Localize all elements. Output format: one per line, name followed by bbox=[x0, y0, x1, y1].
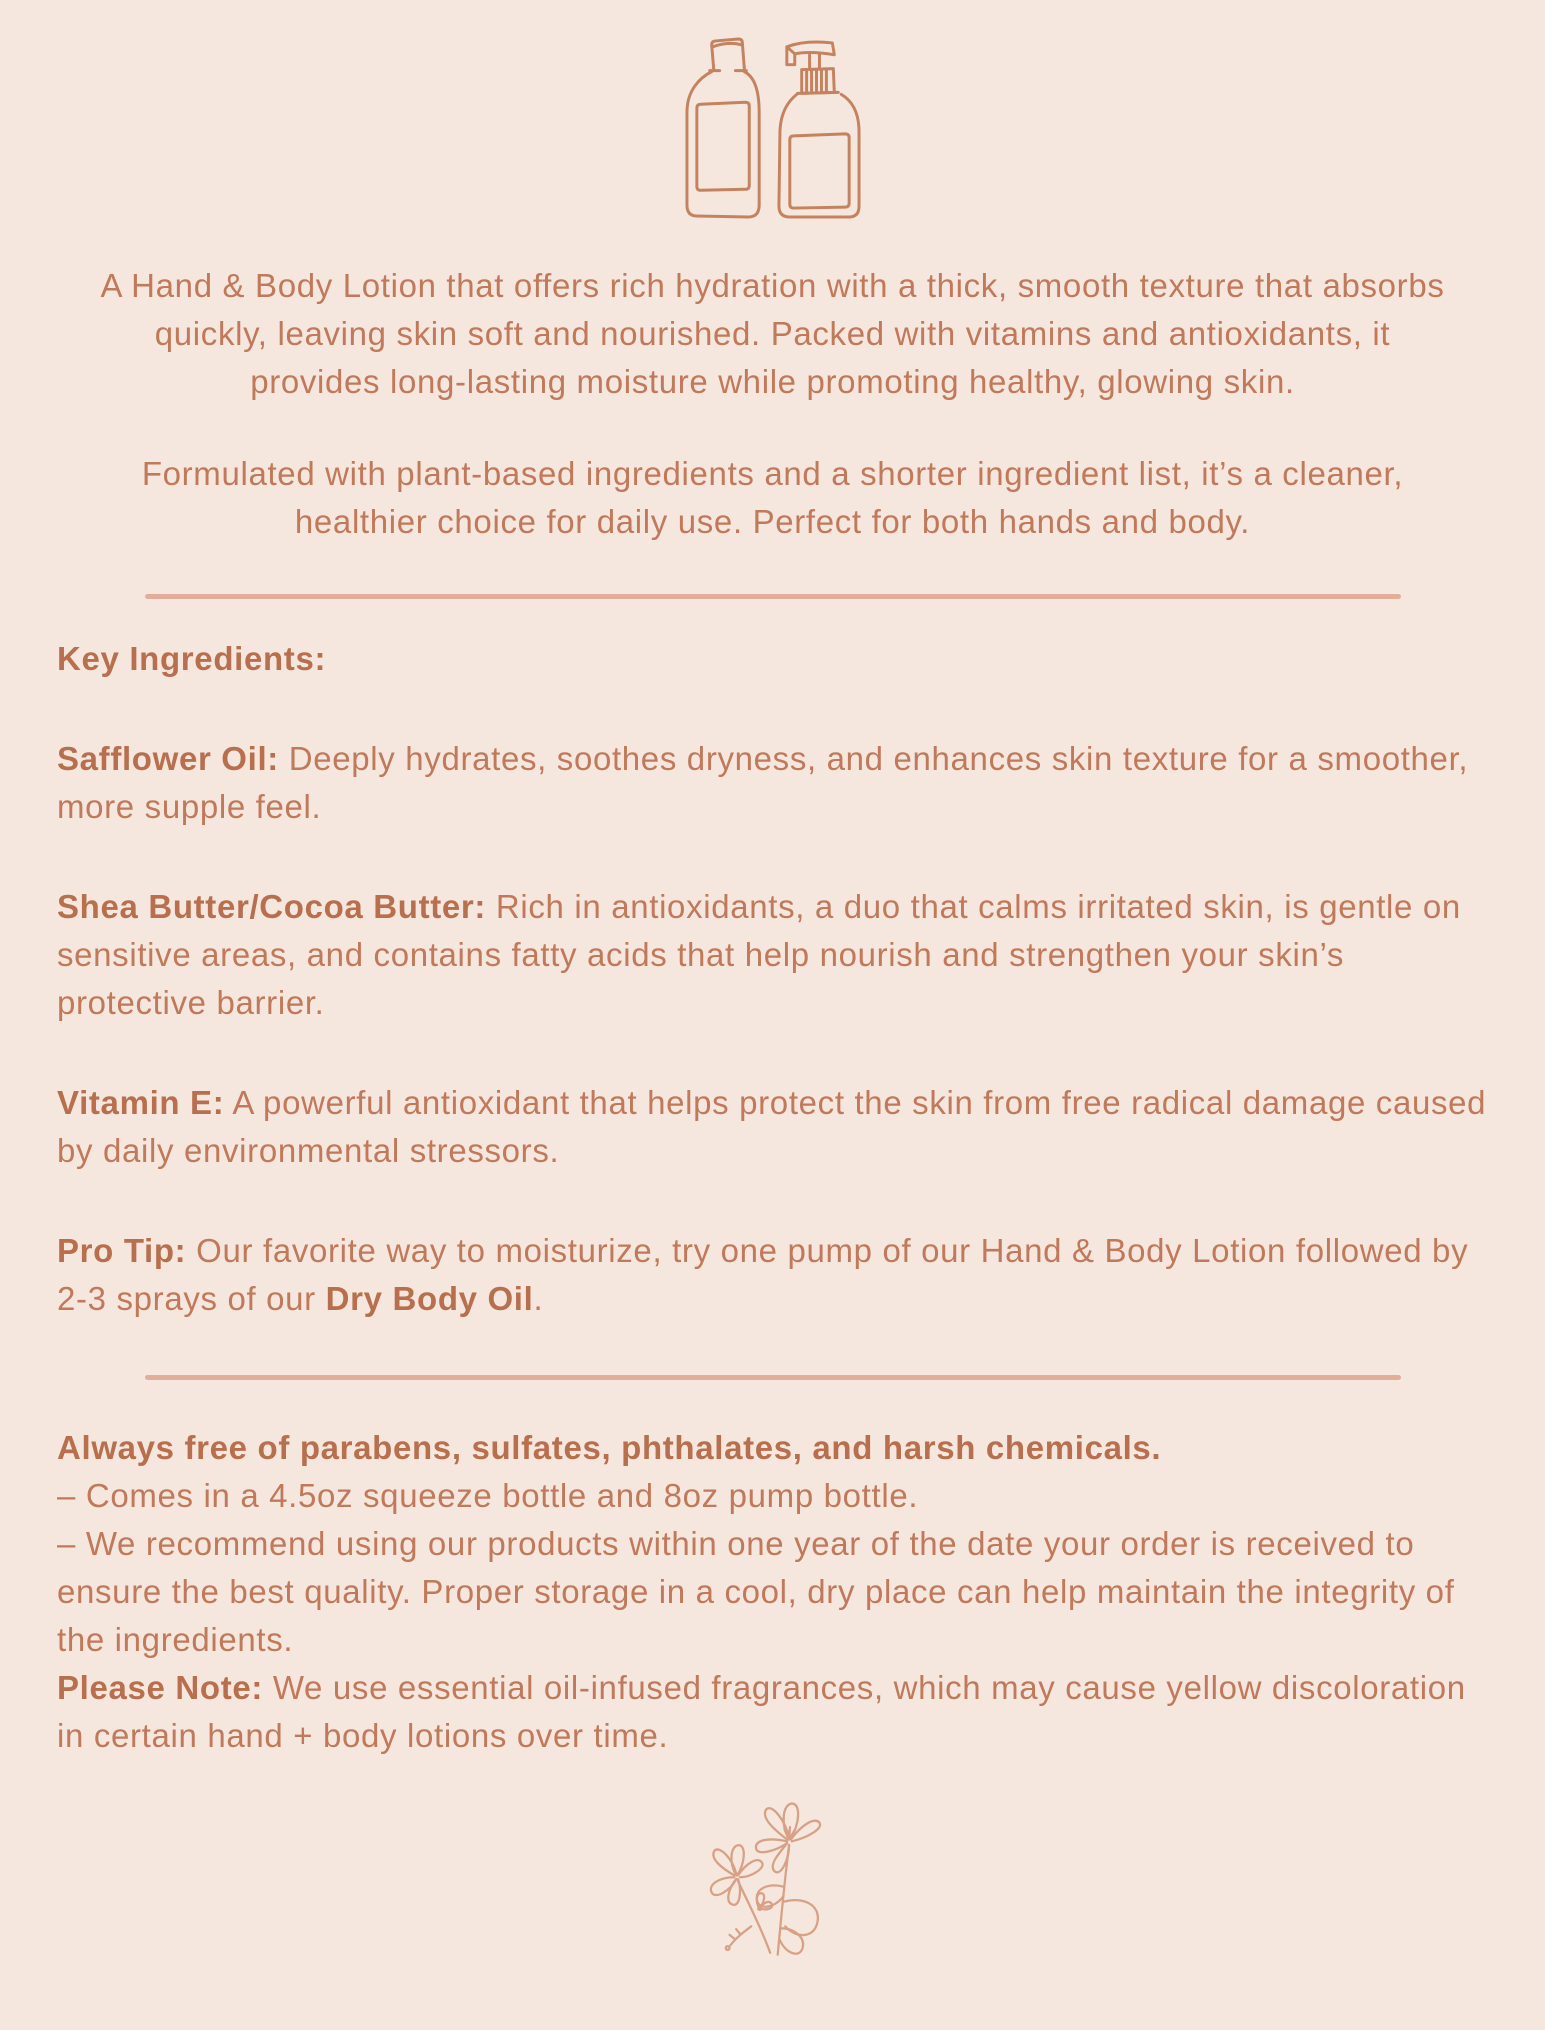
product-notes bbox=[57, 1424, 1488, 1760]
ingredient-label: Vitamin E: bbox=[57, 1084, 225, 1121]
note-text: – Comes in a 4.5oz squeeze bottle and 8oz pump bottle. bbox=[57, 1477, 919, 1514]
pro-tip-text: Our favorite way to moisturize, try one pump of our Hand & Body Lotion followed by 2-3 sprays of our bbox=[57, 1232, 1469, 1317]
ingredient-item-safflower-oil bbox=[57, 735, 1488, 831]
intro-paragraph-2: Formulated with plant-based ingredients and a shorter ingredient list, it’s a cleaner, healthier choice for daily use. Perfect for both hands and body. bbox=[141, 455, 1404, 540]
section-divider-bottom bbox=[145, 1375, 1401, 1380]
note-line-always-free bbox=[57, 1424, 1488, 1472]
ingredient-text: Rich in antioxidants, a duo that calms irritated skin, is gentle on sensitive areas, and contains fatty acids that help nourish and strengthen your skin’s protective barrier. bbox=[57, 888, 1461, 1021]
ingredient-text: A powerful antioxidant that helps protect the skin from free radical damage caused by daily environmental stressors. bbox=[57, 1084, 1487, 1169]
pro-tip-item bbox=[57, 1227, 1488, 1323]
section-divider-top bbox=[145, 594, 1401, 599]
note-text: – We recommend using our products within one year of the date your order is received to ensure the best quality. Proper storage in a cool, dry place can help maintain the integrity of the ingredients. bbox=[57, 1525, 1455, 1658]
ingredient-text: Deeply hydrates, soothes dryness, and enhances skin texture for a smoother, more supple feel. bbox=[57, 740, 1469, 825]
note-line-bottle-sizes bbox=[57, 1472, 1488, 1520]
note-line-recommendation bbox=[57, 1520, 1488, 1664]
note-line-please-note bbox=[57, 1664, 1488, 1760]
dry-body-oil-bold-text: Dry Body Oil bbox=[325, 1280, 534, 1317]
note-text: We use essential oil-infused fragrances, which may cause yellow discoloration in certain hand + body lotions over time. bbox=[57, 1669, 1466, 1754]
ingredient-item-shea-cocoa-butter bbox=[57, 883, 1488, 1027]
ingredient-label: Shea Butter/Cocoa Butter: bbox=[57, 888, 487, 925]
product-description-page bbox=[0, 30, 1545, 2030]
key-ingredients-heading: Key Ingredients: bbox=[57, 640, 327, 677]
ingredient-label: Safflower Oil: bbox=[57, 740, 279, 777]
pro-tip-tail: . bbox=[533, 1280, 544, 1317]
note-bold: Always free of parabens, sulfates, phthalates, and harsh chemicals. bbox=[57, 1429, 1162, 1466]
note-bold: Please Note: bbox=[57, 1669, 264, 1706]
pro-tip-label: Pro Tip: bbox=[57, 1232, 187, 1269]
wildflower-sprigs-icon bbox=[698, 1796, 848, 1966]
intro-paragraph-1: A Hand & Body Lotion that offers rich hydration with a thick, smooth texture that absorbs quickly, leaving skin soft and nourished. Packed with vitamins and antioxidants, it provides long-lasting moisture while promoting healthy, glowing skin. bbox=[100, 267, 1445, 400]
ingredient-item-vitamin-e bbox=[57, 1079, 1488, 1175]
lotion-bottles-icon bbox=[684, 30, 862, 222]
